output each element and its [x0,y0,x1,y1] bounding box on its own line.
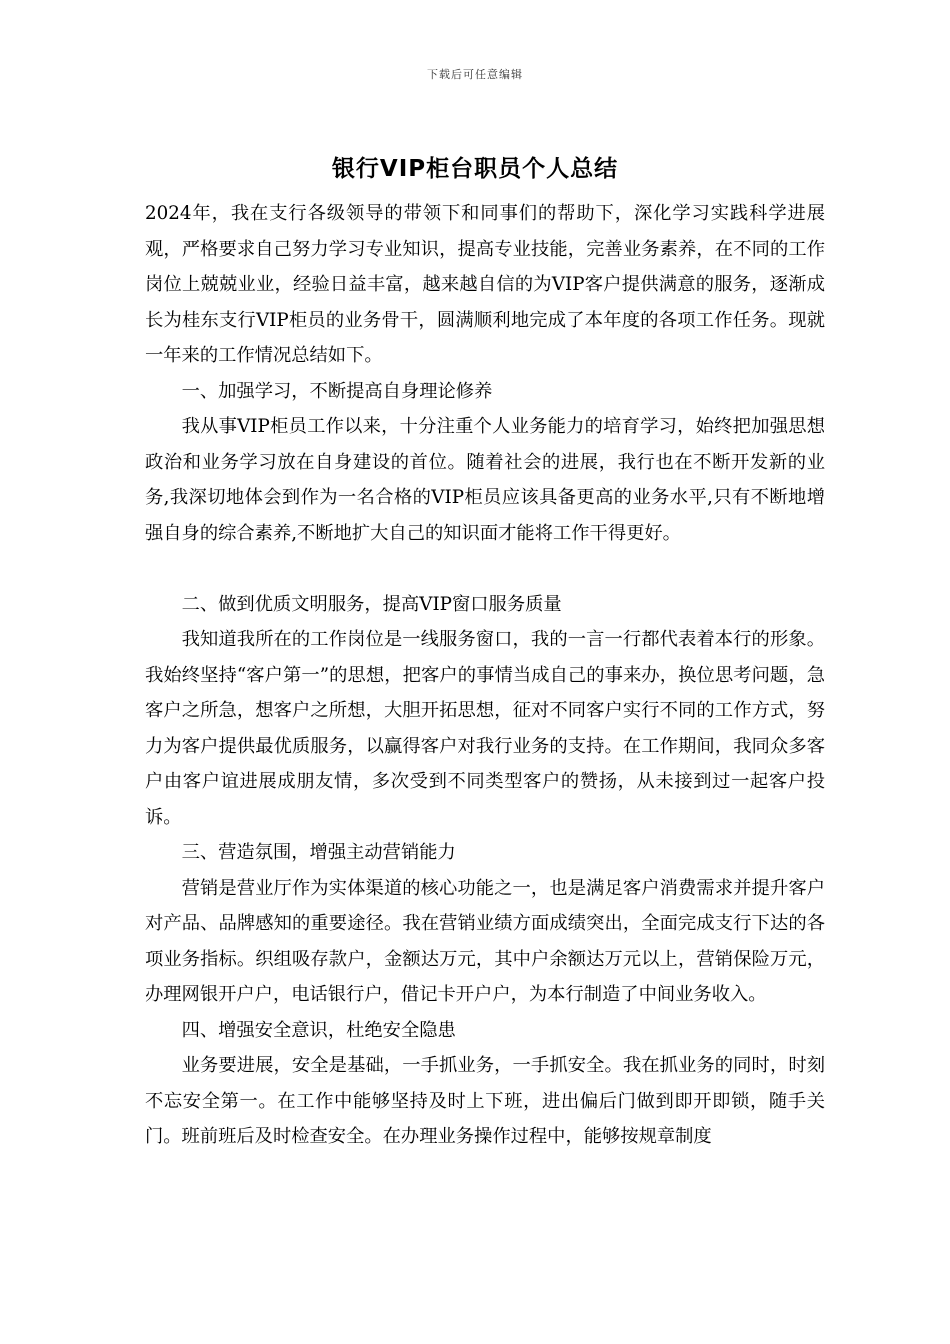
blank-line [145,551,825,587]
intro-paragraph: 2024年，我在支行各级领导的带领下和同事们的帮助下，深化学习实践科学进展观，严格要求自己努力学习专业知识，提高专业技能，完善业务素养，在不同的工作岗位上兢兢业业，经验日益丰富，越来越自信的为VIP客户提供满意的服务，逐渐成长为桂东支行VIP柜员的业务骨干，圆满顺利地完成了本年度的各项工作任务。现就一年来的工作情况总结如下。 [145,203,825,366]
section-paragraph-4: 业务要进展，安全是基础，一手抓业务，一手抓安全。我在抓业务的同时，时刻不忘安全第一。在工作中能够坚持及时上下班，进出偏后门做到即开即锁，随手关门。班前班后及时检查安全。在办理业务操作过程中，能够按规章制度 [145,1055,825,1147]
section-heading-4: 四、增强安全意识，杜绝安全隐患 [181,1019,456,1041]
section-paragraph-1: 我从事VIP柜员工作以来，十分注重个人业务能力的培育学习，始终把加强思想政治和业务学习放在自身建设的首位。随着社会的进展，我行也在不断开发新的业务,我深切地体会到作为一名合格的VIP柜员应该具备更高的业务水平,只有不断地增强自身的综合素养,不断地扩大自己的知识面才能将工作干得更好。 [145,416,825,544]
section-heading-2: 二、做到优质文明服务，提高VIP窗口服务质量 [181,593,562,615]
page-header-note: 下载后可任意编辑 [427,68,523,81]
section-heading-3: 三、营造氛围，增强主动营销能力 [181,842,456,863]
section-heading-1: 一、加强学习，不断提高自身理论修养 [181,380,493,402]
section-paragraph-2: 我知道我所在的工作岗位是一线服务窗口，我的一言一行都代表着本行的形象。我始终坚持“客户第一”的思想，把客户的事情当成自己的事来办，换位思考问题，急客户之所急，想客户之所想，大胆开拓思想，征对不同客户实行不同的工作方式，努力为客户提供最优质服务，以赢得客户对我行业务的支持。在工作期间，我同众多客户由客户谊进展成朋友情，多次受到不同类型客户的赞扬，从未接到过一起客户投诉。 [145,629,825,828]
document-body [145,196,825,1155]
section-paragraph-3: 营销是营业厅作为实体渠道的核心功能之一，也是满足客户消费需求并提升客户对产品、品牌感知的重要途径。我在营销业绩方面成绩突出，全面完成支行下达的各项业务指标。织组吸存款户，金额达万元，其中户余额达万元以上，营销保险万元，办理网银开户户，电话银行户，借记卡开户户，为本行制造了中间业务收入。 [145,877,825,1005]
document-title: 银行VIP柜台职员个人总结 [331,156,619,182]
